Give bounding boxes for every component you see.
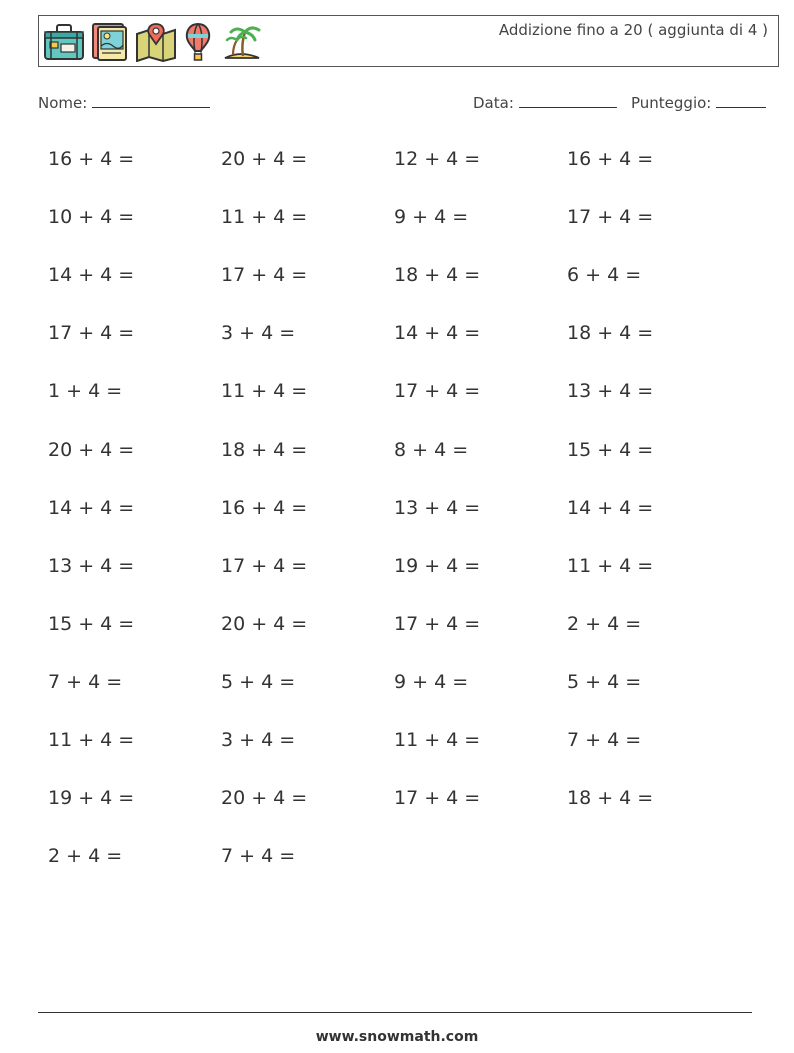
problem-item: 11 + 4 =	[567, 554, 654, 577]
name-label: Nome:	[38, 94, 88, 112]
problem-item: 13 + 4 =	[394, 496, 481, 519]
problem-item: 13 + 4 =	[48, 554, 135, 577]
problem-item: 17 + 4 =	[221, 554, 308, 577]
score-label: Punteggio:	[631, 94, 712, 112]
problem-item: 19 + 4 =	[394, 554, 481, 577]
problem-item: 14 + 4 =	[48, 264, 135, 287]
name-blank[interactable]	[92, 94, 210, 108]
problem-item: 16 + 4 =	[48, 148, 135, 170]
problem-item: 12 + 4 =	[394, 148, 481, 170]
problem-item: 5 + 4 =	[221, 670, 296, 693]
suitcase-icon	[43, 22, 85, 62]
problem-item: 18 + 4 =	[221, 438, 308, 461]
date-field	[473, 94, 617, 112]
date-label: Data:	[473, 94, 514, 112]
problem-item: 20 + 4 =	[48, 438, 135, 461]
footer-divider	[38, 1012, 752, 1013]
problem-item: 7 + 4 =	[567, 729, 642, 751]
header-box	[38, 15, 779, 67]
problem-item: 14 + 4 =	[394, 322, 481, 345]
postcard-icon	[91, 22, 129, 62]
worksheet-title: Addizione fino a 20 ( aggiunta di 4 )	[498, 21, 768, 39]
problem-item: 17 + 4 =	[394, 612, 481, 635]
problem-item: 2 + 4 =	[567, 612, 642, 635]
problem-item: 13 + 4 =	[567, 380, 654, 403]
problem-item: 5 + 4 =	[567, 670, 642, 693]
problem-item: 19 + 4 =	[48, 787, 135, 810]
problem-item: 16 + 4 =	[567, 148, 654, 170]
problem-item: 7 + 4 =	[221, 845, 296, 868]
name-field	[38, 94, 210, 112]
problem-item: 11 + 4 =	[221, 206, 308, 229]
header-icons	[43, 20, 263, 64]
problem-item: 17 + 4 =	[221, 264, 308, 287]
problem-item: 14 + 4 =	[567, 496, 654, 519]
problem-item: 11 + 4 =	[48, 729, 135, 751]
problem-item: 18 + 4 =	[394, 264, 481, 287]
problem-item: 17 + 4 =	[394, 787, 481, 810]
score-blank[interactable]	[716, 94, 766, 108]
date-blank[interactable]	[519, 94, 617, 108]
problem-item: 1 + 4 =	[48, 380, 123, 403]
problem-item: 11 + 4 =	[221, 380, 308, 403]
problem-item: 15 + 4 =	[567, 438, 654, 461]
problem-item: 10 + 4 =	[48, 206, 135, 229]
problem-item: 6 + 4 =	[567, 264, 642, 287]
problem-item: 17 + 4 =	[394, 380, 481, 403]
problem-item: 20 + 4 =	[221, 787, 308, 810]
problem-item: 20 + 4 =	[221, 612, 308, 635]
problem-item: 15 + 4 =	[48, 612, 135, 635]
problem-item: 14 + 4 =	[48, 496, 135, 519]
problem-item: 18 + 4 =	[567, 787, 654, 810]
problem-item: 3 + 4 =	[221, 729, 296, 751]
map-icon	[135, 22, 177, 62]
problem-item: 17 + 4 =	[567, 206, 654, 229]
problem-item: 11 + 4 =	[394, 729, 481, 751]
problem-item: 17 + 4 =	[48, 322, 135, 345]
problem-item: 7 + 4 =	[48, 670, 123, 693]
problem-item: 20 + 4 =	[221, 148, 308, 170]
problem-item: 16 + 4 =	[221, 496, 308, 519]
footer-url: www.snowmath.com	[315, 1029, 479, 1045]
problem-item: 9 + 4 =	[394, 206, 469, 229]
problem-item: 2 + 4 =	[48, 845, 123, 868]
problem-item: 8 + 4 =	[394, 438, 469, 461]
palm-island-icon	[219, 22, 263, 62]
hot-air-balloon-icon	[183, 22, 213, 62]
problem-item: 3 + 4 =	[221, 322, 296, 345]
score-field	[631, 94, 766, 112]
problem-item: 9 + 4 =	[394, 670, 469, 693]
problem-item: 18 + 4 =	[567, 322, 654, 345]
